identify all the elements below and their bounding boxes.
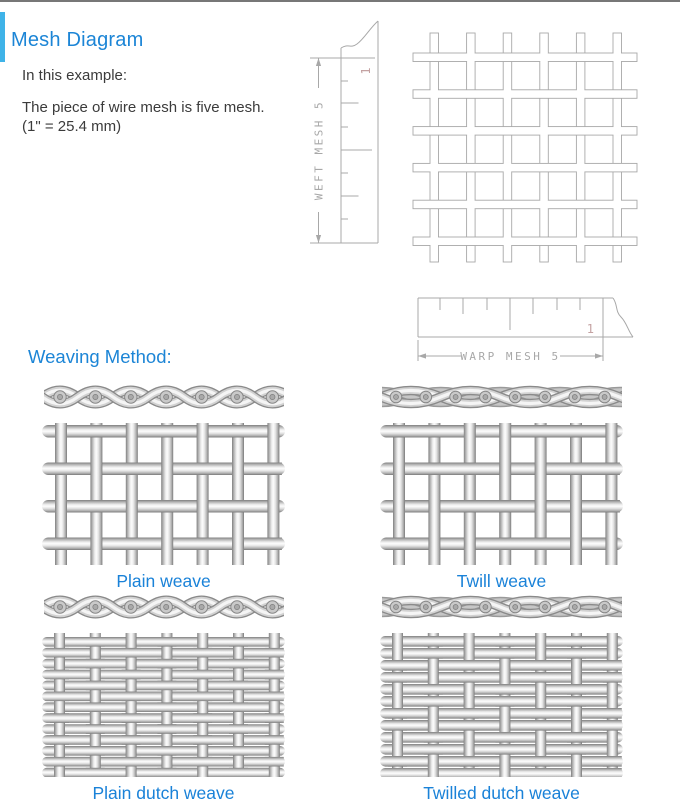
weave-block-twill-weave bbox=[380, 382, 623, 592]
plain-weave-mesh-image bbox=[42, 423, 285, 565]
twill-weave-cross-section-image bbox=[382, 382, 622, 412]
intro-line-1: In this example: bbox=[22, 67, 128, 84]
intro-line-2: The piece of wire mesh is five mesh. bbox=[22, 99, 265, 116]
plain-weave-cross-section-image bbox=[44, 382, 284, 412]
page-title: Mesh Diagram bbox=[11, 29, 144, 51]
weft-inch-label: 1 bbox=[359, 67, 373, 75]
intro-line-3: (1" = 25.4 mm) bbox=[22, 118, 122, 135]
weaving-method-heading: Weaving Method: bbox=[28, 346, 172, 367]
weave-label-plain-dutch: Plain dutch weave bbox=[92, 783, 235, 803]
weft-ruler-label: WEFT MESH 5 bbox=[312, 99, 326, 201]
weave-block-twilled-dutch bbox=[380, 592, 623, 804]
weave-label-twill: Twill weave bbox=[456, 571, 547, 591]
twilled-dutch-cross-section-image bbox=[382, 592, 622, 622]
plain-dutch-mesh-image bbox=[42, 633, 285, 777]
warp-ruler bbox=[418, 298, 633, 363]
weave-label-plain: Plain weave bbox=[116, 571, 211, 591]
title-accent-bar bbox=[0, 12, 5, 62]
weave-block-plain-dutch bbox=[42, 592, 285, 804]
warp-inch-label: 1 bbox=[586, 322, 594, 336]
cad-mesh-grid bbox=[413, 33, 637, 262]
plain-dutch-cross-section-image bbox=[44, 592, 284, 622]
weave-label-twilled-dutch: Twilled dutch weave bbox=[423, 783, 580, 803]
mesh-technical-diagram bbox=[300, 0, 680, 372]
warp-ruler-label: WARP MESH 5 bbox=[460, 350, 561, 363]
twill-weave-mesh-image bbox=[380, 423, 623, 565]
weft-ruler bbox=[310, 21, 378, 243]
weave-block-plain-weave bbox=[42, 382, 285, 592]
twilled-dutch-mesh-image bbox=[380, 633, 623, 777]
